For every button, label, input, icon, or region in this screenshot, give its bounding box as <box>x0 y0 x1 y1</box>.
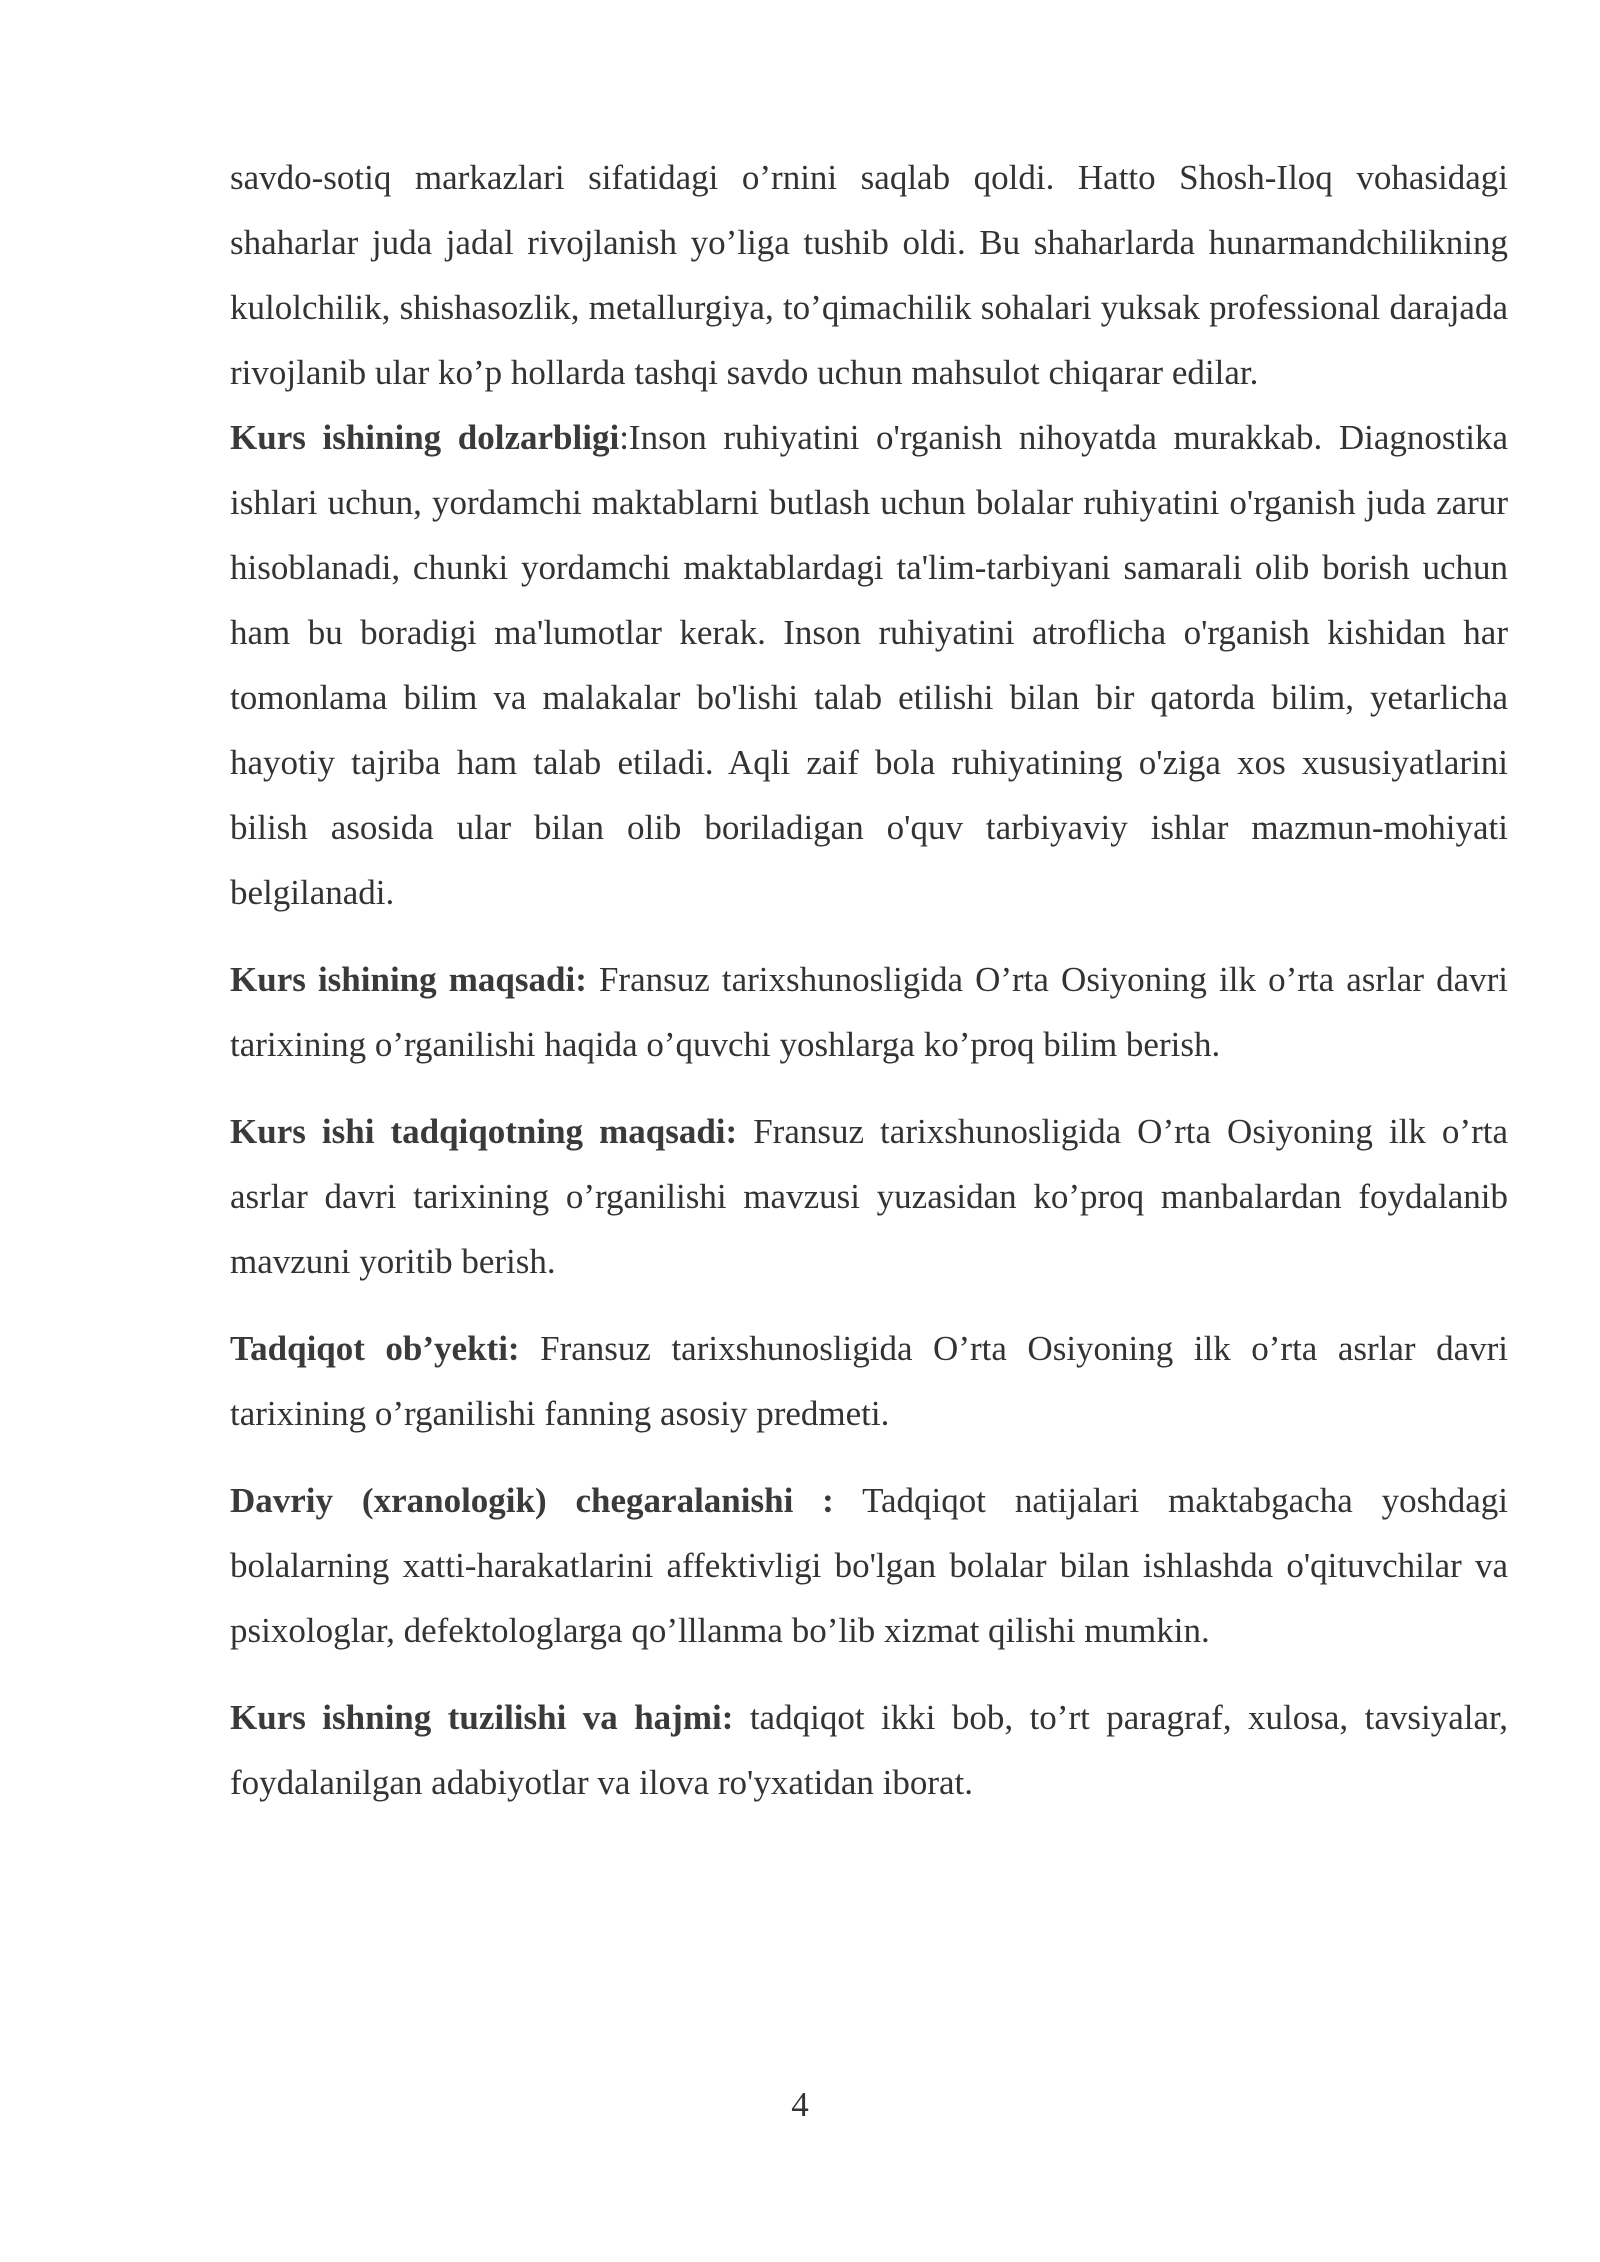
paragraph-text: savdo-sotiq markazlari sifatidagi o’rnini saqlab qoldi. Hatto Shosh-Iloq vohasidagi shaharlar juda jadal rivojlanish yo’liga tushib oldi. Bu shaharlarda hunarmandchilikning kulolchilik, shishasozlik, metallurgiya, to’qimachilik sohalari yuksak professional darajada rivojlanib ular ko’p hollarda tashqi savdo uchun mahsulot chiqarar edilar. <box>230 158 1508 392</box>
paragraph-text: Tadqiqot natijalari maktabgacha yoshdagi bolalarning xatti-harakatlarini affektivligi bo'lgan bolalar bilan ishlashda o'qituvchilar va psixologlar, defektologlarga qo’lllanma bo’lib xizmat qilishi mumkin. <box>230 1481 1508 1650</box>
paragraph-label: Tadqiqot ob’yekti: <box>230 1329 520 1368</box>
paragraph-label: Kurs ishi tadqiqotning maqsadi: <box>230 1112 738 1151</box>
paragraph-text: Fransuz tarixshunosligida O’rta Osiyoning ilk o’rta asrlar davri tarixining o’rganilishi fanning asosiy predmeti. <box>230 1329 1509 1433</box>
paragraph-label: Kurs ishining dolzarbligi <box>230 418 620 457</box>
paragraph-text: :Inson ruhiyatini o'rganish nihoyatda murakkab. Diagnostika ishlari uchun, yordamchi maktablarni butlash uchun bolalar ruhiyatini o'rganish juda zarur hisoblanadi, chunki yordamchi maktablardagi ta'lim-tarbiyani samarali olib borish uchun ham bu boradigi ma'lumotlar kerak. Inson ruhiyatini atroflicha o'rganish kishidan har tomonlama bilim va malakalar bo'lishi talab etilishi bilan bir qatorda bilim, yetarlicha hayotiy tajriba ham talab etiladi. Aqli zaif bola ruhiyatining o'ziga xos xususiyatlarini bilish asosida ular bilan olib boriladigan o'quv tarbiyaviy ishlar mazmun-mohiyati belgilanadi. <box>230 418 1508 912</box>
paragraph-object <box>230 1316 1508 1446</box>
paragraph-chronology <box>230 1468 1508 1663</box>
paragraph-label: Kurs ishning tuzilishi va hajmi: <box>230 1698 734 1737</box>
page-number: 4 <box>791 2085 809 2124</box>
paragraph-goal <box>230 947 1508 1077</box>
paragraph-relevance <box>230 405 1508 925</box>
page-body <box>230 145 1508 1815</box>
paragraph-text: Fransuz tarixshunosligida O’rta Osiyoning ilk o’rta asrlar davri tarixining o’rganilishi haqida o’quvchi yoshlarga ko’proq bilim berish. <box>230 960 1509 1064</box>
paragraph-research-goal <box>230 1099 1508 1294</box>
paragraph-structure <box>230 1685 1508 1815</box>
paragraph-intro <box>230 145 1508 405</box>
paragraph-text: Fransuz tarixshunosligida O’rta Osiyoning ilk o’rta asrlar davri tarixining o’rganilishi mavzusi yuzasidan ko’proq manbalardan foydalanib mavzuni yoritib berish. <box>230 1112 1508 1281</box>
paragraph-label: Kurs ishining maqsadi: <box>230 960 587 999</box>
paragraph-label: Davriy (xranologik) chegaralanishi : <box>230 1481 834 1520</box>
paragraph-text: tadqiqot ikki bob, to’rt paragraf, xulosa, tavsiyalar, foydalanilgan adabiyotlar va ilova ro'yxatidan iborat. <box>230 1698 1509 1802</box>
